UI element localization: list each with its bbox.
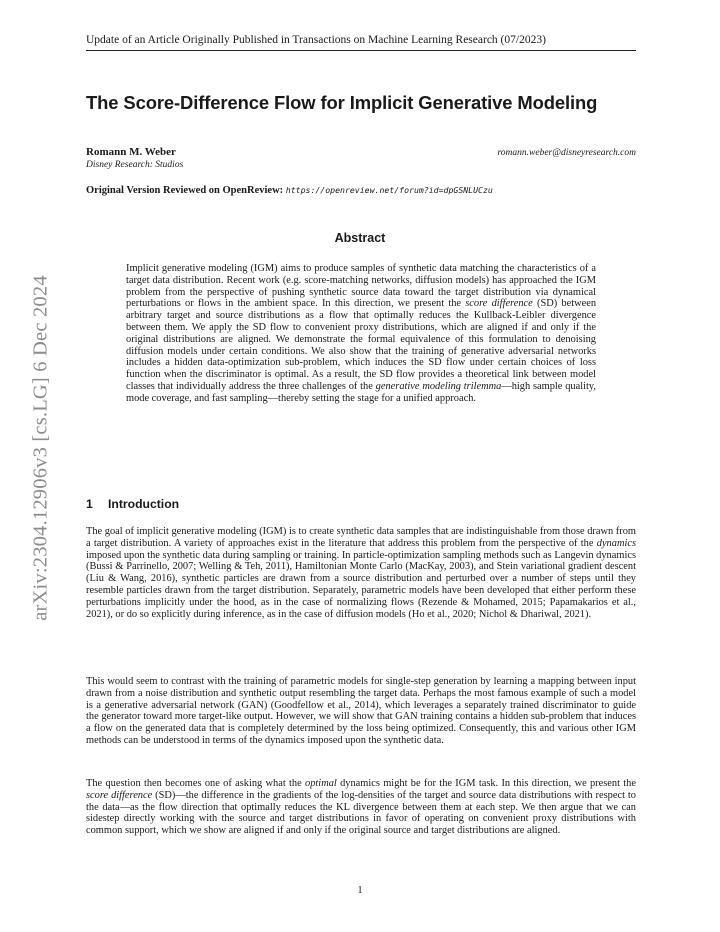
review-label: Original Version Reviewed on OpenReview:: [86, 185, 284, 196]
page-number: 1: [357, 885, 363, 896]
section-heading-introduction: [86, 497, 179, 512]
intro-paragraph-3: The question then becomes one of asking what the optimal dynamics might be for the IGM task. In this direction, we present the score difference (SD)—the difference in the gradients of the log-densities of the target and source data distributions with respect to the data—as the flow direction that optimally reduces the KL divergence between them at each step. We then argue that we can sidestep directly working with the source and target distributions in favor of operating on convenient proxy distributions with common support, which we show are aligned if and only if the original source and target distributions are aligned.: [86, 778, 637, 837]
author-name: Romann M. Weber: [86, 146, 176, 158]
author-email[interactable]: romann.weber@disneyresearch.com: [497, 148, 636, 158]
paper-title: The Score-Difference Flow for Implicit Generative Modeling: [86, 92, 598, 113]
intro-paragraph-2: This would seem to contrast with the training of parametric models for single-step generation by learning a mapping between input drawn from a noise distribution and synthetic output resembling the target data. Perhaps the most famous example of such a model is a generative adversarial network (GAN) (Goodfellow et al., 2014), which leverages a separately trained discriminator to guide the generator toward more target-like output. However, we will show that GAN training contains a hidden sub-problem that induces a flow on the generated data that is completely determined by the loss being optimized. Consequently, this and various other IGM methods can be understood in terms of the dynamics imposed upon the synthetic data.: [86, 676, 636, 746]
abstract-emphasis: score difference: [465, 298, 533, 310]
intro-paragraph-1: The goal of implicit generative modeling (IGM) is to create synthetic data samples that are indistinguishable from those drawn from a target distribution. A variety of approaches exist in the literature that address this problem from the perspective of the dynamics imposed upon the synthetic data during sampling or training. In particle-optimization sampling methods such as Langevin dynamics (Bussi & Parrinello, 2007; Welling & Teh, 2011), Hamiltonian Monte Carlo (MacKay, 2003), and Stein variational gradient descent (Liu & Wang, 2016), synthetic particles are drawn from a source distribution and perturbed over a number of steps until they resemble particles drawn from the target distribution. Separately, parametric models have been developed that either perform these perturbations implicitly under the hood, as in the case of normalizing flows (Rezende & Mohamed, 2015; Papamakarios et al., 2021), or do so explicitly during inference, as in the case of diffusion models (Ho et al., 2020; Nichol & Dhariwal, 2021).: [86, 526, 636, 620]
arxiv-identifier: arXiv:2304.12906v3 [cs.LG] 6 Dec 2024: [29, 275, 52, 621]
paragraph-emphasis: dynamics: [596, 537, 636, 549]
abstract-body: Implicit generative modeling (IGM) aims to produce samples of synthetic data matching the characteristics of a target data distribution. Recent work (e.g. score-matching networks, diffusion models) has approached the IGM problem from the perspective of pushing synthetic source data toward the target distribution via dynamical perturbations or flows in the ambient space. In this direction, we present the score difference (SD) between arbitrary target and source distributions as a flow that optimally reduces the Kullback-Leibler divergence between them. We apply the SD flow to convenient proxy distributions, which are aligned if and only if the original distributions are aligned. We demonstrate the formal equivalence of this formulation to denoising diffusion models under certain conditions. We also show that the training of generative adversarial networks includes a hidden data-optimization sub-problem, which induces the SD flow under certain choices of loss function when the discriminator is optimal. As a result, the SD flow provides a theoretical link between model classes that individually address the three challenges of the generative modeling trilemma—high sample quality, mode coverage, and fast sampling—thereby setting the stage for a unified approach.: [126, 263, 597, 404]
paragraph-emphasis: score difference: [86, 789, 153, 801]
abstract-heading: Abstract: [334, 231, 386, 245]
running-header: Update of an Article Originally Published in Transactions on Machine Learning Research (07/2023): [86, 33, 636, 51]
abstract-emphasis: generative modeling trilemma: [375, 380, 502, 392]
section-title: Introduction: [108, 497, 180, 511]
author-affiliation: Disney Research: Studios: [86, 160, 184, 170]
section-number: 1: [86, 497, 93, 511]
paragraph-emphasis: optimal: [305, 778, 337, 789]
review-line: [86, 184, 646, 197]
review-url-link[interactable]: https://openreview.net/forum?id=dpGSNLUCzu: [285, 185, 493, 195]
